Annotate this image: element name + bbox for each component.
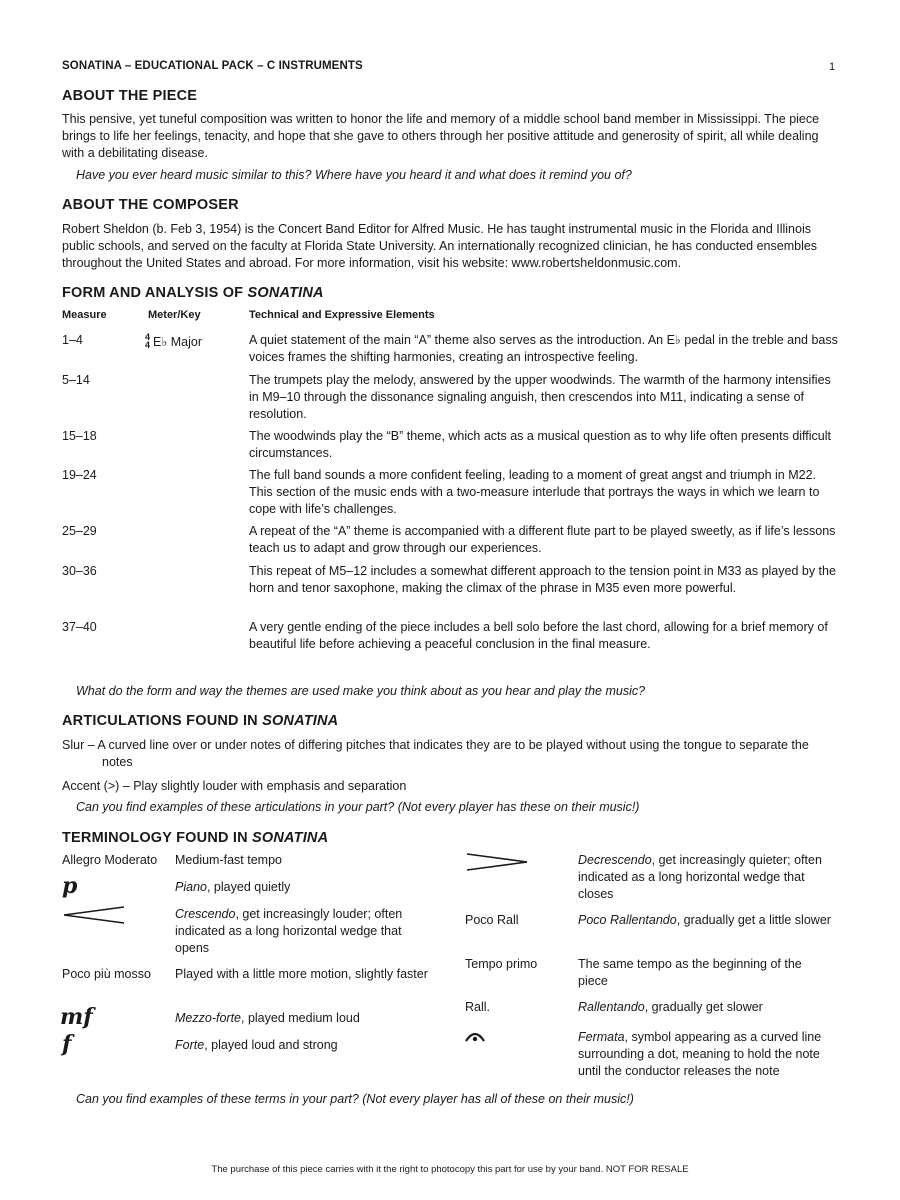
table-row-measure: 15–18 <box>62 429 97 443</box>
term-rall: Rall. <box>465 1000 491 1014</box>
table-row-text: A repeat of the “A” theme is accompanied with a different flute part to be played sweetly, as if life’s lessons teach us to adapt and grow through our experiences. <box>249 524 836 555</box>
decrescendo-wedge-icon <box>463 852 531 872</box>
term-def-text: , gradually get slower <box>644 1000 763 1014</box>
term-definition <box>578 1029 840 1080</box>
articulations-heading <box>62 713 338 729</box>
term-definition <box>175 1010 435 1027</box>
term-italic: Fermata <box>578 1030 625 1044</box>
slur-definition: Slur – A curved line over or under notes of differing pitches that indicates they are to be played without using the tongue to separate the notes <box>62 738 809 769</box>
table-row-measure: 1–4 <box>62 333 83 347</box>
term-definition: Played with a little more motion, slightly faster <box>175 967 428 981</box>
term-italic: Crescendo <box>175 907 236 921</box>
term-italic: Forte <box>175 1038 205 1052</box>
table-row-text: This repeat of M5–12 includes a somewhat different approach to the tension point in M33 as played by the horn and tenor saxophone, making the climax of the phrase in M35 even more powerful. <box>249 564 836 595</box>
table-row-text: The woodwinds play the “B” theme, which acts as a musical question as to why life often presents difficult circumstances. <box>249 429 832 460</box>
terminology-heading <box>62 830 328 846</box>
articulations-heading-text: ARTICULATIONS FOUND IN <box>62 713 263 729</box>
table-row-text: A quiet statement of the main “A” theme also serves as the introduction. An E♭ pedal in the treble and bass voices frames the shifting harmonies, creating an introspective feeling. <box>249 333 838 364</box>
term-allegro-moderato: Allegro Moderato <box>62 853 158 867</box>
about-piece-heading: ABOUT THE PIECE <box>62 88 198 104</box>
term-italic: Mezzo-forte <box>175 1011 241 1025</box>
column-header-meter-key: Meter/Key <box>148 309 201 321</box>
term-def-text: , symbol appearing as a curved line surrounding a dot, meaning to hold the note until the conductor releases the note <box>578 1030 822 1078</box>
about-composer-heading: ABOUT THE COMPOSER <box>62 197 239 213</box>
term-definition <box>175 879 435 896</box>
column-header-elements: Technical and Expressive Elements <box>249 309 435 321</box>
term-italic: Decrescendo <box>578 853 652 867</box>
term-definition <box>578 912 840 929</box>
fermata-icon <box>463 1026 487 1044</box>
table-row-measure: 37–40 <box>62 620 97 634</box>
term-definition: Medium-fast tempo <box>175 853 282 867</box>
table-row-measure: 5–14 <box>62 373 90 387</box>
page-footer: The purchase of this piece carries with it the right to photocopy this part for use by your band. NOT FOR RESALE <box>211 1164 689 1175</box>
term-italic: Poco Rallentando <box>578 913 677 927</box>
table-row-text: The trumpets play the melody, answered by the upper woodwinds. The warmth of the harmony intensifies in M9–10 through the dissonance signaling anguish, then crescendos into M11, indicating a sense of resolution. <box>249 373 831 421</box>
table-row-text: A very gentle ending of the piece includes a bell solo before the last chord, allowing for a brief memory of beautiful life before achieving a peaceful conclusion in the final measure. <box>249 620 828 651</box>
form-heading-text: FORM AND ANALYSIS OF <box>62 285 248 301</box>
term-definition: The same tempo as the beginning of the piece <box>578 957 802 988</box>
meter-key-cell <box>145 333 202 349</box>
about-piece-body: This pensive, yet tuneful composition was written to honor the life and memory of a middle school band member in Mississippi. The piece brings to life her feelings, tenacity, and hope that she gave to others through her positive attitude and generosity of spirit, all while dealing with a debilitating disease. <box>62 112 820 160</box>
term-poco-rall: Poco Rall <box>465 913 519 927</box>
time-signature-top: 4 <box>145 332 151 342</box>
term-tempo-primo: Tempo primo <box>465 957 538 971</box>
terminology-question: Can you find examples of these terms in your part? (Not every player has all of these on their music!) <box>76 1092 634 1106</box>
term-italic: Rallentando <box>578 1000 645 1014</box>
table-row-measure: 19–24 <box>62 468 97 482</box>
forte-symbol: f <box>62 1031 72 1057</box>
crescendo-wedge-icon <box>60 905 128 925</box>
terminology-heading-text: TERMINOLOGY FOUND IN <box>62 830 253 846</box>
table-row-measure: 30–36 <box>62 564 97 578</box>
table-row-measure: 25–29 <box>62 524 97 538</box>
accent-definition: Accent (>) – Play slightly louder with emphasis and separation <box>62 779 407 793</box>
about-piece-question: Have you ever heard music similar to this? Where have you heard it and what does it remind you of? <box>76 168 632 182</box>
piano-symbol: p <box>62 873 78 899</box>
time-signature-bottom: 4 <box>145 340 151 350</box>
key-signature: E♭ Major <box>153 334 202 349</box>
term-def-text: , played quietly <box>206 880 291 894</box>
term-poco-piu-mosso: Poco più mosso <box>62 967 151 981</box>
term-definition <box>578 852 840 903</box>
term-def-text: , get increasingly quieter; often indicated as a long horizontal wedge that closes <box>578 853 822 901</box>
form-question: What do the form and way the themes are used make you think about as you hear and play the music? <box>76 684 646 698</box>
form-heading-title: SONATINA <box>247 285 324 301</box>
term-definition <box>175 1037 435 1054</box>
time-signature <box>145 333 150 349</box>
articulations-question: Can you find examples of these articulations in your part? (Not every player has these on their music!) <box>76 800 640 814</box>
page-number: 1 <box>829 61 836 73</box>
terminology-heading-title: SONATINA <box>252 830 329 846</box>
term-definition <box>578 999 840 1016</box>
form-analysis-heading <box>62 285 324 301</box>
mezzo-forte-symbol: mf <box>60 1004 93 1030</box>
column-header-measure: Measure <box>62 309 107 321</box>
term-italic: Piano <box>175 880 207 894</box>
term-def-text: , played medium loud <box>241 1011 360 1025</box>
document-header-title: SONATINA – EDUCATIONAL PACK – C INSTRUMENTS <box>62 60 363 72</box>
term-def-text: , played loud and strong <box>204 1038 338 1052</box>
term-def-text: , gradually get a little slower <box>676 913 831 927</box>
about-composer-body: Robert Sheldon (b. Feb 3, 1954) is the Concert Band Editor for Alfred Music. He has taught instrumental music in the Florida and Illinois public schools, and served on the faculty at Florida State University. An internationally recognized clinician, he has conducted ensembles throughout the United States and abroad. For more information, visit his website: www.robertsheldonmusic.com. <box>62 222 818 270</box>
term-definition <box>175 906 430 957</box>
term-def-text: , get increasingly louder; often indicated as a long horizontal wedge that opens <box>175 907 403 955</box>
table-row-text: The full band sounds a more confident feeling, leading to a moment of great angst and triumph in M22. This section of the music ends with a two-measure interlude that portrays the ways in which we learn to cope with life’s challenges. <box>249 468 820 516</box>
articulations-heading-title: SONATINA <box>262 713 339 729</box>
